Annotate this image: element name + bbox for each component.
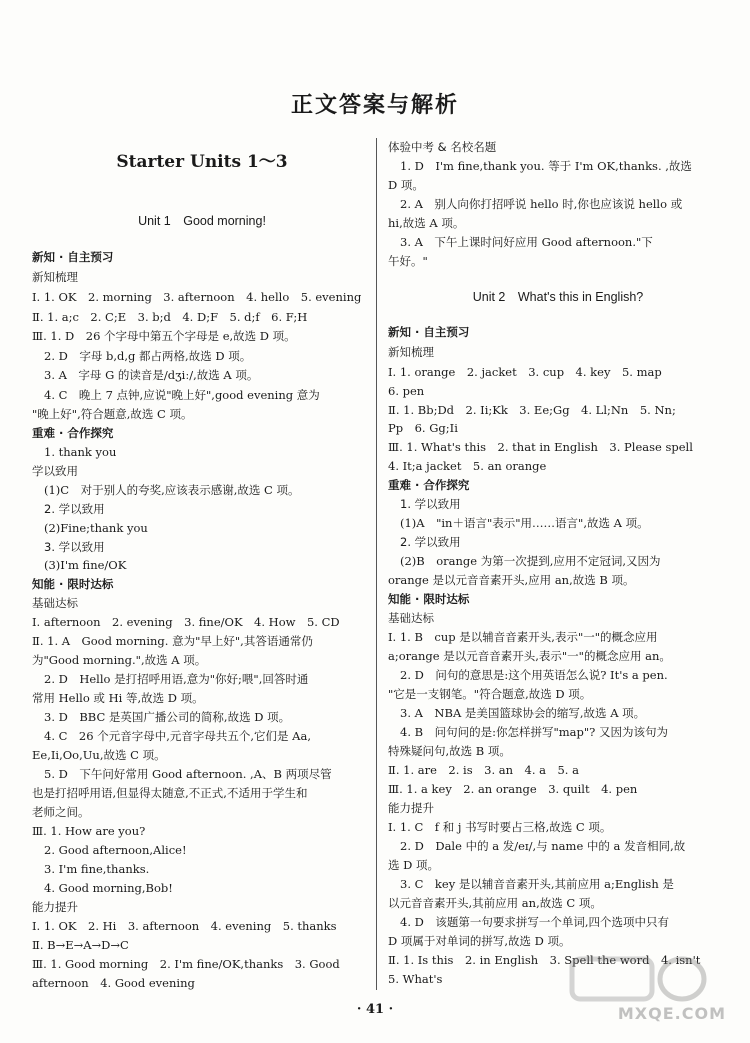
answer-line: Ee,Ii,Oo,Uu,故选 C 项。 (32, 748, 166, 762)
answer-line: Ⅲ. 1. How are you? (32, 824, 146, 838)
watermark-text: MXQE.COM (617, 1004, 726, 1023)
answer-line: 特殊疑问句,故选 B 项。 (388, 744, 511, 758)
answer-line: hi,故选 A 项。 (388, 216, 465, 230)
unit-title: Unit 2 What's this in English? (472, 290, 644, 304)
section-label: 重难 · 合作探究 (32, 426, 114, 440)
answer-line: Ⅱ. 1. are 2. is 3. an 4. a 5. a (388, 763, 579, 777)
answer-line: 4. Good morning,Bob! (44, 881, 173, 895)
answer-line: Ⅱ. 1. a;c 2. C;E 3. b;d 4. D;F 5. d;f 6. F;H (32, 310, 308, 324)
answer-line: Ⅰ. 1. OK 2. morning 3. afternoon 4. hello 5. evening (32, 290, 362, 304)
answer-line: 5. D 下午问好常用 Good afternoon. ,A、B 两项尽管 (44, 767, 332, 781)
answer-line: Ⅱ. 1. A Good morning. 意为"早上好",其答语通常仍 (32, 634, 313, 648)
subsection-label: 新知梳理 (32, 270, 78, 284)
section-label: 新知 · 自主预习 (32, 250, 114, 264)
answer-line: 1. D I'm fine,thank you. 等于 I'm OK,thanks. ,故选 (400, 159, 692, 173)
answer-line: afternoon 4. Good evening (32, 976, 195, 990)
answer-line: Ⅲ. 1. D 26 个字母中第五个字母是 e,故选 D 项。 (32, 329, 296, 343)
answer-line: "晚上好",符合题意,故选 C 项。 (32, 407, 193, 421)
answer-line: 3. A 下午上课时问好应用 Good afternoon."下 (400, 235, 653, 249)
answer-line: a;orange 是以元音音素开头,表示"一"的概念应用 an。 (388, 649, 671, 663)
answer-line: (3)I'm fine/OK (44, 558, 127, 572)
section-label: 知能 · 限时达标 (32, 577, 114, 591)
answer-line: 4. C 26 个元音字母中,元音字母共五个,它们是 Aa, (44, 729, 311, 743)
answer-line: "它是一支钢笔。"符合题意,故选 D 项。 (388, 687, 592, 701)
answer-line: 3. D BBC 是英国广播公司的简称,故选 D 项。 (44, 710, 291, 724)
answer-line: (2)B orange 为第一次提到,应用不定冠词,又因为 (400, 554, 661, 568)
subsection-label: 基础达标 (388, 611, 434, 625)
answer-line: 2. Good afternoon,Alice! (44, 843, 187, 857)
answer-line: Ⅲ. 1. a key 2. an orange 3. quilt 4. pen (388, 782, 638, 796)
answer-line: 3. A 字母 G 的读音是/dʒiː/,故选 A 项。 (44, 368, 259, 382)
answer-line: Pp 6. Gg;Ii (388, 421, 458, 435)
answer-line: Ⅲ. 1. What's this 2. that in English 3. Please spell (388, 440, 693, 454)
answer-line: 常用 Hello 或 Hi 等,故选 D 项。 (32, 691, 204, 705)
section-label: 重难 · 合作探究 (388, 478, 470, 492)
answer-line: 5. What's (388, 972, 443, 986)
answer-line: 4. It;a jacket 5. an orange (388, 459, 547, 473)
answer-line: D 项。 (388, 178, 424, 192)
subsection-label: 能力提升 (388, 801, 434, 815)
answer-line: Ⅰ. 1. orange 2. jacket 3. cup 4. key 5. map (388, 365, 662, 379)
answer-line: (1)A "in＋语言"表示"用……语言",故选 A 项。 (400, 516, 649, 530)
answer-line: (2)Fine;thank you (44, 521, 148, 535)
answer-line: 为"Good morning.",故选 A 项。 (32, 653, 207, 667)
answer-line: Ⅰ. 1. C f 和 j 书写时要占三格,故选 C 项。 (388, 820, 612, 834)
answer-line: Ⅱ. B→E→A→D→C (32, 938, 129, 952)
answer-line: Ⅰ. afternoon 2. evening 3. fine/OK 4. How 5. CD (32, 615, 340, 629)
answer-line: 3. I'm fine,thanks. (44, 862, 150, 876)
page-number-value: 41 (365, 1002, 385, 1017)
answer-line: 4. B 问句问的是:你怎样拼写"map"? 又因为该句为 (400, 725, 668, 739)
subsection-label: 能力提升 (32, 900, 78, 914)
section-label: 知能 · 限时达标 (388, 592, 470, 606)
answer-line: orange 是以元音音素开头,应用 an,故选 B 项。 (388, 573, 635, 587)
subsection-label: 3. 学以致用 (44, 540, 105, 554)
answer-line: Ⅲ. 1. Good morning 2. I'm fine/OK,thanks 3. Good (32, 957, 340, 971)
answer-line: 老师之间。 (32, 805, 90, 819)
answer-line: 3. C key 是以辅音音素开头,其前应用 a;English 是 (400, 877, 674, 891)
answer-line: 2. D 字母 b,d,g 都占两格,故选 D 项。 (44, 349, 252, 363)
answer-line: Ⅱ. 1. Bb;Dd 2. Ii;Kk 3. Ee;Gg 4. Ll;Nn 5. Nn; (388, 403, 676, 417)
subsection-label: 2. 学以致用 (44, 502, 105, 516)
section-heading: Starter Units 1～3 (116, 152, 288, 172)
section-label: 新知 · 自主预习 (388, 325, 470, 339)
answer-line: 2. D Hello 是打招呼用语,意为"你好;喂",回答时通 (44, 672, 309, 686)
answer-line: 以元音音素开头,其前应用 an,故选 C 项。 (388, 896, 602, 910)
answer-line: 1. thank you (44, 445, 117, 459)
answer-line: 6. pen (388, 384, 425, 398)
page-number: · 41 · (356, 1002, 394, 1017)
page-title: 正文答案与解析 (290, 92, 459, 118)
answer-line: 4. C 晚上 7 点钟,应说"晚上好",good evening 意为 (44, 388, 320, 402)
answer-line: Ⅰ. 1. OK 2. Hi 3. afternoon 4. evening 5. thanks (32, 919, 337, 933)
answer-line: 3. A NBA 是美国篮球协会的缩写,故选 A 项。 (400, 706, 646, 720)
answer-line: 2. D Dale 中的 a 发/eɪ/,与 name 中的 a 发音相同,故 (400, 839, 686, 853)
subsection-label: 学以致用 (32, 464, 78, 478)
subsection-label: 新知梳理 (388, 345, 434, 359)
answer-line: (1)C 对于别人的夸奖,应该表示感谢,故选 C 项。 (44, 483, 300, 497)
answer-line: 选 D 项。 (388, 858, 440, 872)
answer-line: 午好。" (388, 254, 428, 268)
answer-line: 也是打招呼用语,但显得太随意,不正式,不适用于学生和 (32, 786, 308, 800)
subsection-label: 基础达标 (32, 596, 78, 610)
answer-line: Ⅰ. 1. B cup 是以辅音音素开头,表示"一"的概念应用 (388, 630, 658, 644)
answer-line: D 项属于对单词的拼写,故选 D 项。 (388, 934, 571, 948)
answer-line: Ⅱ. 1. Is this 2. in English 3. Spell the word 4. isn't (388, 953, 701, 967)
subsection-label: 2. 学以致用 (400, 535, 461, 549)
subsection-label: 1. 学以致用 (400, 497, 461, 511)
answer-line: 4. D 该题第一句要求拼写一个单词,四个选项中只有 (400, 915, 670, 929)
answer-line: 2. D 问句的意思是:这个用英语怎么说? It's a pen. (400, 668, 668, 682)
answer-line: 2. A 别人向你打招呼说 hello 时,你也应该说 hello 或 (400, 197, 683, 211)
unit-title: Unit 1 Good morning! (138, 214, 266, 228)
section-label: 体验中考 & 名校名题 (388, 140, 497, 154)
